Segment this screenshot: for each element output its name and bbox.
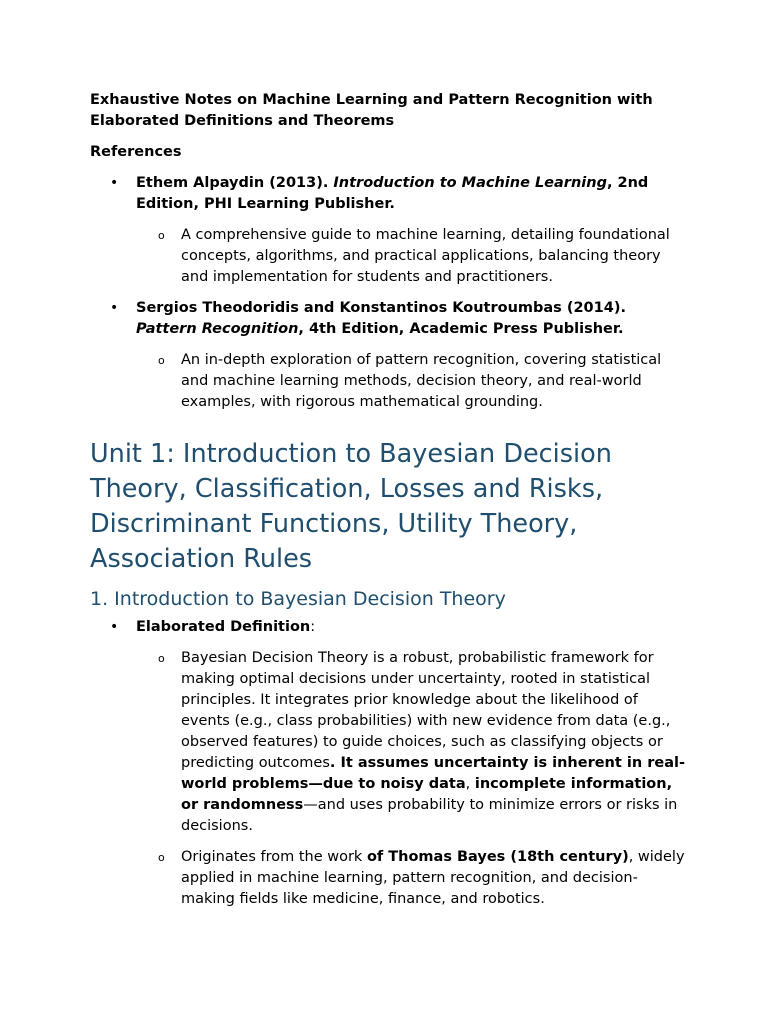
definition-emphasis: incomplete information, or randomness <box>181 776 673 813</box>
sub-bullet-icon: o <box>158 229 165 242</box>
references-label: References <box>90 144 182 160</box>
bullet-icon: • <box>110 175 119 191</box>
sub-bullet-icon: o <box>158 354 165 367</box>
definition-paragraph <box>90 648 690 837</box>
definition-text: , <box>465 776 475 792</box>
origin-paragraph <box>90 847 690 910</box>
section-heading: 1. Introduction to Bayesian Decision Theory <box>90 588 506 610</box>
definition-label: Elaborated Definition <box>136 619 311 635</box>
reference-edition: , 4th Edition, Academic Press Publisher. <box>298 321 624 337</box>
reference-item <box>90 173 690 215</box>
reference-authors: Ethem Alpaydin (2013). <box>136 175 334 191</box>
document-page <box>90 90 690 920</box>
origin-text: , widely applied in machine learning, pattern recognition, and decision-making fields like medicine, finance, and robotics. <box>181 849 685 907</box>
definition-emphasis: . It assumes uncertainty is inherent in real-world problems—due to noisy data <box>181 755 685 792</box>
sub-bullet-icon: o <box>158 652 165 665</box>
reference-summary <box>90 225 690 288</box>
reference-summary <box>90 350 690 413</box>
document-title: Exhaustive Notes on Machine Learning and Pattern Recognition with Elaborated Definitions and Theorems <box>90 92 653 129</box>
definition-colon: : <box>310 619 316 635</box>
reference-summary-text: An in-depth exploration of pattern recognition, covering statistical and machine learning methods, decision theory, and real-world examples, with rigorous mathematical grounding. <box>181 352 662 410</box>
bullet-icon: • <box>110 619 119 635</box>
origin-emphasis: of Thomas Bayes (18th century) <box>366 849 629 865</box>
definition-text: —and uses probability to minimize errors or risks in decisions. <box>181 797 678 834</box>
sub-bullet-icon: o <box>158 851 165 864</box>
origin-text: Originates from the work <box>181 849 367 865</box>
reference-summary-text: A comprehensive guide to machine learning, detailing foundational concepts, algorithms, and practical applications, balancing theory and implementation for students and practitioners. <box>181 227 670 285</box>
reference-edition: , 2nd Edition, PHI Learning Publisher. <box>136 175 649 212</box>
reference-book-title: Pattern Recognition <box>136 321 299 337</box>
unit-heading: Unit 1: Introduction to Bayesian Decision Theory, Classification, Losses and Risks, Discriminant Functions, Utility Theory, Association Rules <box>90 439 612 574</box>
definition-item <box>90 617 690 638</box>
bullet-icon: • <box>110 300 119 316</box>
reference-authors: Sergios Theodoridis and Konstantinos Koutroumbas (2014). <box>136 300 626 316</box>
reference-item <box>90 298 690 340</box>
definition-text: Bayesian Decision Theory is a robust, probabilistic framework for making optimal decisions under uncertainty, rooted in statistical principles. It integrates prior knowledge about the likelihood of events (e.g., class probabilities) with new evidence from data (e.g., observed features) to guide choices, such as classifying objects or predicting outcomes <box>181 650 671 771</box>
reference-book-title: Introduction to Machine Learning <box>333 175 607 191</box>
